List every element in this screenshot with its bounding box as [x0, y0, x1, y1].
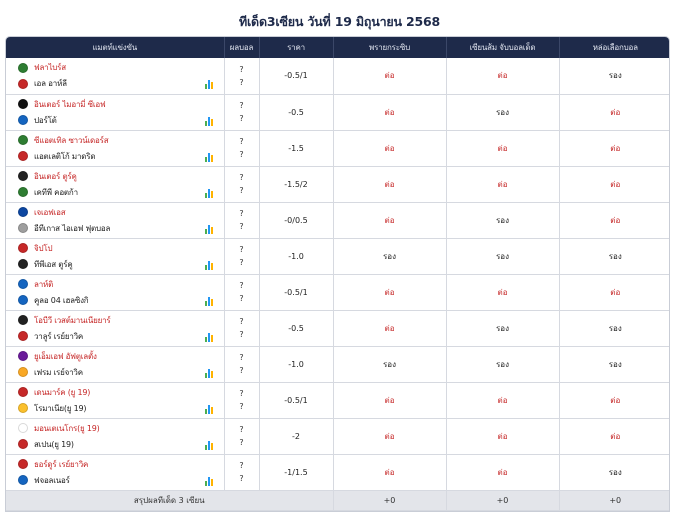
score-away: ?: [239, 330, 244, 339]
team-logo-icon: [18, 99, 28, 109]
match-cell[interactable]: [6, 274, 224, 310]
table-row: [6, 274, 670, 310]
home-team-name: ซีแอตเทิล ซาวน์เดอร์ส: [34, 135, 109, 145]
home-team[interactable]: [18, 420, 216, 436]
tipster-3-pick: ต่อ: [559, 418, 670, 454]
match-cell[interactable]: [6, 382, 224, 418]
match-cell[interactable]: [6, 94, 224, 130]
table-row: [6, 166, 670, 202]
home-team-name: ธอร์ดูร์ เรย์ยาวิค: [34, 459, 89, 469]
table-row: [6, 238, 670, 274]
tipster-2-pick: ต่อ: [446, 418, 559, 454]
tipster-2-pick: รอง: [446, 310, 559, 346]
bar-chart-icon[interactable]: [205, 297, 214, 306]
tipster-2-pick: รอง: [446, 346, 559, 382]
score-away: ?: [239, 186, 244, 195]
summary-tipster-3: +0: [559, 490, 670, 510]
team-logo-icon: [18, 387, 28, 397]
match-cell[interactable]: [6, 418, 224, 454]
bar-chart-icon[interactable]: [205, 441, 214, 450]
home-team[interactable]: [18, 96, 216, 112]
score-away: ?: [239, 402, 244, 411]
home-team-name: จิปโป: [34, 243, 53, 253]
match-cell[interactable]: [6, 58, 224, 94]
team-logo-icon: [18, 187, 28, 197]
score-away: ?: [239, 474, 244, 483]
table-row: [6, 202, 670, 238]
home-team[interactable]: [18, 312, 216, 328]
tipster-1-pick: ต่อ: [333, 94, 446, 130]
score-home: ?: [239, 461, 244, 470]
tipster-3-pick: ต่อ: [559, 130, 670, 166]
away-team-name: อีทีเกาส ไอเอฟ ฟุตบอล: [34, 223, 111, 233]
score-home: ?: [239, 101, 244, 110]
team-logo-icon: [18, 351, 28, 361]
score-away: ?: [239, 222, 244, 231]
away-team-name: เฟรม เรย์จาวิค: [34, 367, 83, 377]
summary-row: [6, 490, 670, 510]
team-logo-icon: [18, 171, 28, 181]
away-team[interactable]: [18, 328, 216, 344]
score-away: ?: [239, 258, 244, 267]
away-team-name: วาลูร์ เรย์ยาวิค: [34, 331, 84, 341]
team-logo-icon: [18, 243, 28, 253]
away-team[interactable]: [18, 256, 216, 272]
team-logo-icon: [18, 79, 28, 89]
match-cell[interactable]: [6, 310, 224, 346]
header-score: ผลบอล: [224, 37, 259, 58]
score-away: ?: [239, 150, 244, 159]
odds-cell: -0/0.5: [259, 202, 333, 238]
odds-cell: -1/1.5: [259, 454, 333, 490]
away-team-name: เคทีพี คอตก้า: [34, 187, 78, 197]
tipster-1-pick: ต่อ: [333, 418, 446, 454]
tipster-3-pick: รอง: [559, 238, 670, 274]
score-cell: [224, 94, 259, 130]
tipster-2-pick: รอง: [446, 94, 559, 130]
away-team[interactable]: [18, 292, 216, 308]
home-team-name: ยูเอ็มเอฟ อัฟตูเลตั้ง: [34, 351, 97, 361]
tipster-3-pick: รอง: [559, 454, 670, 490]
odds-cell: -1.5: [259, 130, 333, 166]
away-team[interactable]: [18, 472, 216, 488]
table-row: [6, 346, 670, 382]
bar-chart-icon[interactable]: [205, 189, 214, 198]
team-logo-icon: [18, 403, 28, 413]
tipster-3-pick: ต่อ: [559, 202, 670, 238]
score-away: ?: [239, 438, 244, 447]
team-logo-icon: [18, 315, 28, 325]
tipster-2-pick: ต่อ: [446, 58, 559, 94]
score-away: ?: [239, 77, 244, 87]
match-cell[interactable]: [6, 238, 224, 274]
table-row: [6, 94, 670, 130]
team-logo-icon: [18, 207, 28, 217]
away-team[interactable]: [18, 76, 216, 92]
bar-chart-icon[interactable]: [205, 477, 214, 486]
team-logo-icon: [18, 259, 28, 269]
odds-cell: -0.5/1: [259, 382, 333, 418]
tipster-1-pick: ต่อ: [333, 454, 446, 490]
team-logo-icon: [18, 115, 28, 125]
team-logo-icon: [18, 423, 28, 433]
score-home: ?: [239, 281, 244, 290]
table-row: [6, 310, 670, 346]
tipster-2-pick: รอง: [446, 202, 559, 238]
table-row: [6, 454, 670, 490]
home-team[interactable]: [18, 240, 216, 256]
score-home: ?: [239, 137, 244, 146]
score-home: ?: [239, 389, 244, 398]
away-team-name: แอตเลติโก้ มาดริด: [34, 151, 96, 161]
score-cell: [224, 130, 259, 166]
away-team[interactable]: [18, 436, 216, 452]
home-team-name: ลาห์ติ: [34, 279, 54, 289]
away-team[interactable]: [18, 184, 216, 200]
tipster-3-pick: รอง: [559, 346, 670, 382]
bar-chart-icon[interactable]: [205, 405, 214, 414]
table-row: [6, 382, 670, 418]
match-cell[interactable]: [6, 454, 224, 490]
home-team-name: โอบีวี เวสต์มานเนียยาร์: [34, 315, 111, 325]
picks-table: [6, 37, 670, 511]
score-away: ?: [239, 294, 244, 303]
home-team[interactable]: [18, 168, 216, 184]
away-team-name: ฟจอลเนอร์: [34, 475, 70, 485]
table-row: [6, 58, 670, 94]
tipster-3-pick: ต่อ: [559, 382, 670, 418]
away-team-name: สเปน(ยู 19): [34, 439, 74, 449]
away-team-name: ทีพีเอส ตูร์คู: [34, 259, 73, 269]
odds-cell: -0.5: [259, 94, 333, 130]
header-tipster-1: พรายกระซิบ: [333, 37, 446, 58]
bar-chart-icon[interactable]: [205, 117, 214, 126]
tipster-1-pick: ต่อ: [333, 310, 446, 346]
away-team-name: คูลอ 04 เฮลซิงกิ: [34, 295, 89, 305]
score-home: ?: [239, 245, 244, 254]
bar-chart-icon[interactable]: [205, 80, 214, 89]
tipster-1-pick: ต่อ: [333, 382, 446, 418]
score-cell: [224, 58, 259, 94]
header-match: แมตท์แข่งขัน: [6, 37, 224, 58]
bar-chart-icon[interactable]: [205, 153, 214, 162]
table-row: [6, 418, 670, 454]
header-tipster-3: หล่อเลือกบอล: [559, 37, 670, 58]
score-cell: [224, 274, 259, 310]
tipster-2-pick: ต่อ: [446, 274, 559, 310]
odds-cell: -0.5: [259, 310, 333, 346]
score-cell: [224, 454, 259, 490]
home-team-name: อินเตอร์ ตูร์คู: [34, 171, 77, 181]
bar-chart-icon[interactable]: [205, 333, 214, 342]
score-home: ?: [239, 173, 244, 182]
picks-table-wrapper: [5, 36, 670, 512]
team-logo-icon: [18, 151, 28, 161]
home-team-name: อินเตอร์ ไมอามี่ ซีเอฟ: [34, 99, 106, 109]
summary-tipster-1: +0: [333, 490, 446, 510]
tipster-1-pick: ต่อ: [333, 58, 446, 94]
away-team[interactable]: [18, 148, 216, 164]
tipster-3-pick: ต่อ: [559, 94, 670, 130]
tipster-3-pick: รอง: [559, 58, 670, 94]
team-logo-icon: [18, 367, 28, 377]
home-team-name: เจเอฟเอส: [34, 207, 66, 217]
table-row: [6, 130, 670, 166]
away-team-name: โรมาเนีย(ยู 19): [34, 403, 87, 413]
home-team[interactable]: [18, 132, 216, 148]
score-home: ?: [239, 425, 244, 434]
team-logo-icon: [18, 223, 28, 233]
home-team[interactable]: [18, 276, 216, 292]
score-home: ?: [239, 317, 244, 326]
score-cell: [224, 382, 259, 418]
home-team[interactable]: [18, 456, 216, 472]
home-team-name: เดนมาร์ค (ยู 19): [34, 387, 91, 397]
tipster-2-pick: ต่อ: [446, 382, 559, 418]
odds-cell: -0.5/1: [259, 274, 333, 310]
away-team[interactable]: [18, 112, 216, 128]
away-team[interactable]: [18, 364, 216, 380]
tipster-3-pick: ต่อ: [559, 166, 670, 202]
odds-cell: -1.5/2: [259, 166, 333, 202]
score-cell: [224, 238, 259, 274]
team-logo-icon: [18, 439, 28, 449]
score-cell: [224, 346, 259, 382]
header-tipster-2: เซียนส้ม จับบอลเด็ด: [446, 37, 559, 58]
away-team-name: เอล อาห์ลี: [34, 79, 67, 89]
match-cell[interactable]: [6, 202, 224, 238]
home-team[interactable]: [18, 204, 216, 220]
tipster-2-pick: รอง: [446, 238, 559, 274]
score-away: ?: [239, 366, 244, 375]
odds-cell: -2: [259, 418, 333, 454]
home-team[interactable]: [18, 348, 216, 364]
score-home: ?: [239, 209, 244, 218]
bar-chart-icon[interactable]: [205, 261, 214, 270]
score-home: ?: [239, 353, 244, 362]
tipster-1-pick: ต่อ: [333, 130, 446, 166]
team-logo-icon: [18, 135, 28, 145]
team-logo-icon: [18, 279, 28, 289]
team-logo-icon: [18, 63, 28, 73]
bar-chart-icon[interactable]: [205, 225, 214, 234]
team-logo-icon: [18, 331, 28, 341]
page-title: ทีเด็ด3เซียน วันที่ 19 มิถุนายน 2568: [238, 14, 441, 29]
team-logo-icon: [18, 459, 28, 469]
tipster-1-pick: ต่อ: [333, 166, 446, 202]
tipster-3-pick: รอง: [559, 310, 670, 346]
tipster-1-pick: รอง: [333, 238, 446, 274]
match-cell[interactable]: [6, 166, 224, 202]
home-team-name: มอนเตเนโกร(ยู 19): [34, 423, 100, 433]
away-team-name: ปอร์โต้: [34, 115, 57, 125]
home-team[interactable]: [18, 60, 216, 76]
score-cell: [224, 418, 259, 454]
tipster-1-pick: ต่อ: [333, 274, 446, 310]
bar-chart-icon[interactable]: [205, 369, 214, 378]
header-odds: ราคา: [259, 37, 333, 58]
home-team-name: ฟลาไบร์ส: [34, 63, 66, 73]
score-cell: [224, 166, 259, 202]
team-logo-icon: [18, 475, 28, 485]
summary-tipster-2: +0: [446, 490, 559, 510]
tipster-3-pick: ต่อ: [559, 274, 670, 310]
away-team[interactable]: [18, 400, 216, 416]
score-away: ?: [239, 114, 244, 123]
score-cell: [224, 310, 259, 346]
score-home: ?: [239, 64, 244, 74]
team-logo-icon: [18, 295, 28, 305]
tipster-1-pick: รอง: [333, 346, 446, 382]
away-team[interactable]: [18, 220, 216, 236]
match-cell[interactable]: [6, 346, 224, 382]
odds-cell: -0.5/1: [259, 58, 333, 94]
summary-label: สรุปผลทีเด็ด 3 เซียน: [6, 490, 333, 510]
odds-cell: -1.0: [259, 346, 333, 382]
tipster-2-pick: ต่อ: [446, 454, 559, 490]
score-cell: [224, 202, 259, 238]
tipster-1-pick: ต่อ: [333, 202, 446, 238]
odds-cell: -1.0: [259, 238, 333, 274]
tipster-2-pick: ต่อ: [446, 166, 559, 202]
table-header-row: [6, 37, 670, 58]
home-team[interactable]: [18, 384, 216, 400]
match-cell[interactable]: [6, 130, 224, 166]
tipster-2-pick: ต่อ: [446, 130, 559, 166]
